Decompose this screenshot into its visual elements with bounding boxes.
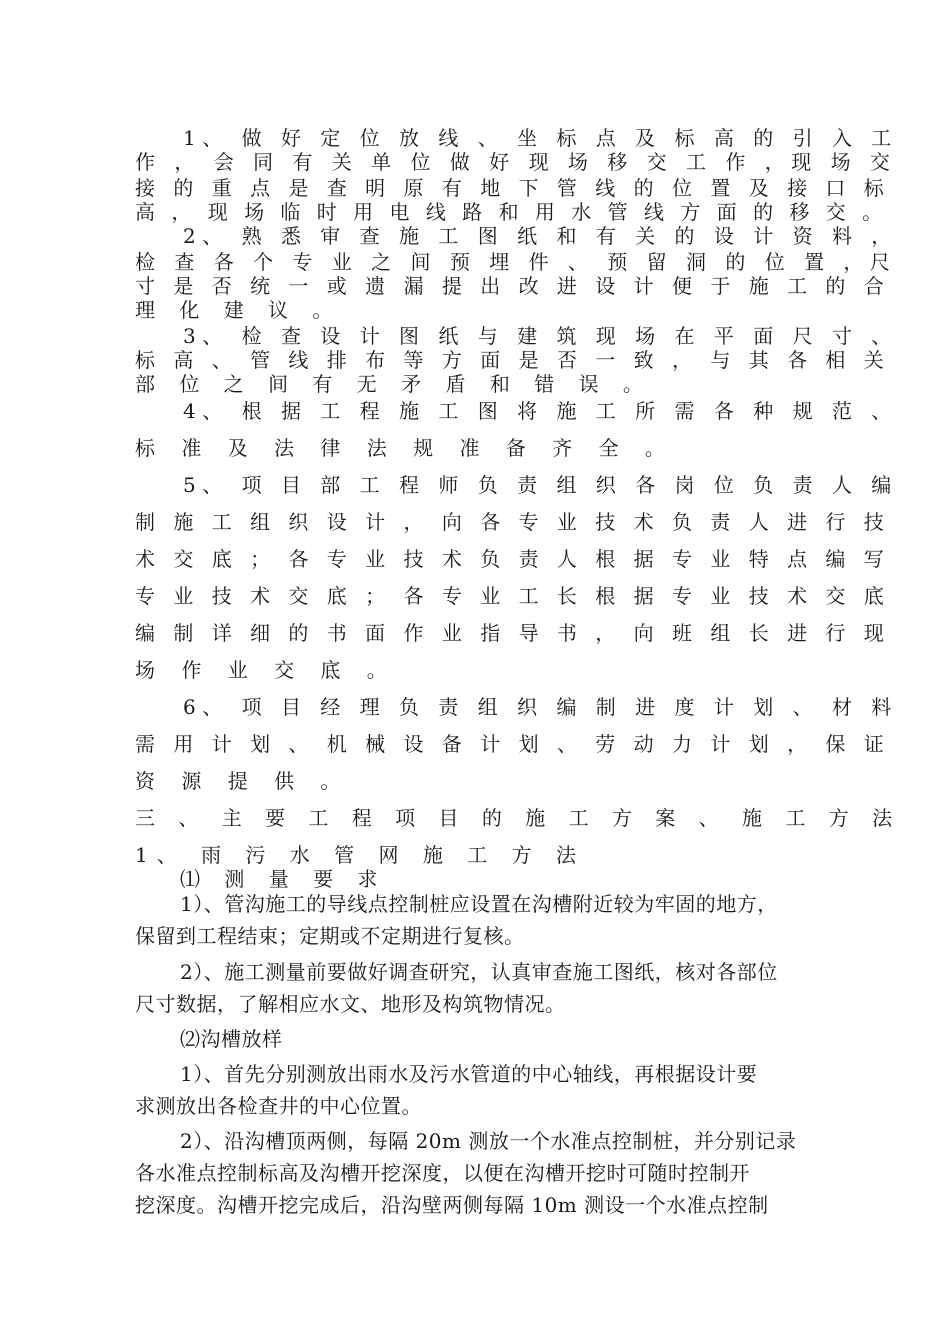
text-line: 检 查 各 个 专 业 之 间 预 埋 件 、 预 留 洞 的 位 置 ，尺 xyxy=(135,250,897,274)
text-line: 编 制 详 细 的 书 面 作 业 指 导 书 ， 向 班 组 长 进 行 现 xyxy=(135,621,890,645)
text-line: 2、 熟 悉 审 查 施 工 图 纸 和 有 关 的 设 计 资 料 ， xyxy=(183,224,898,248)
text-line: 部 位 之 间 有 无 矛 盾 和 错 误 。 xyxy=(135,372,652,396)
text-line: 6、 项 目 经 理 负 责 组 织 编 制 进 度 计 划 、 材 料 xyxy=(183,695,898,719)
subsection-heading: 1、 雨 污 水 管 网 施 工 方 法 xyxy=(135,843,585,867)
text-line: 标 准 及 法 律 法 规 准 备 齐 全 。 xyxy=(135,436,675,460)
text-line: 保留到工程结束；定期或不定期进行复核。 xyxy=(135,924,525,948)
text-line: 1、 做 好 定 位 放 线 、 坐 标 点 及 标 高 的 引 入 工 xyxy=(183,126,898,150)
text-line: 专 业 技 术 交 底 ； 各 专 业 工 长 根 据 专 业 技 术 交 底 xyxy=(135,584,890,608)
text-line: 挖深度。沟槽开挖完成后，沿沟壁两侧每隔 10m 测设一个水准点控制 xyxy=(135,1193,769,1217)
text-line: 制 施 工 组 织 设 计 ， 向 各 专 业 技 术 负 责 人 进 行 技 xyxy=(135,510,890,534)
text-line: 标 高 、 管 线 排 布 等 方 面 是 否 一 致 ， 与 其 各 相 关 xyxy=(135,348,890,372)
text-line: 寸 是 否 统 一 或 遗 漏 提 出 改 进 设 计 便 于 施 工 的 合 xyxy=(135,274,890,298)
text-line: 术 交 底 ； 各 专 业 技 术 负 责 人 根 据 专 业 特 点 编 写 xyxy=(135,547,890,571)
text-line: 资 源 提 供 。 xyxy=(135,769,351,793)
text-line: 高 ， 现 场 临 时 用 电 线 路 和 用 水 管 线 方 面 的 移 交 。 xyxy=(135,200,888,224)
text-line: 2）、施工测量前要做好调查研究，认真审查施工图纸，核对各部位 xyxy=(180,960,778,984)
text-line: 接 的 重 点 是 查 明 原 有 地 下 管 线 的 位 置 及 接 口 标 xyxy=(135,176,890,200)
text-line: 1）、首先分别测放出雨水及污水管道的中心轴线，再根据设计要 xyxy=(180,1062,758,1086)
text-line: 求测放出各检查井的中心位置。 xyxy=(135,1094,422,1118)
text-line: 1）、管沟施工的导线点控制桩应设置在沟槽附近较为牢固的地方， xyxy=(180,892,778,916)
section-heading: 三 、 主 要 工 程 项 目 的 施 工 方 案 、 施 工 方 法 xyxy=(135,806,901,830)
text-line: 作 ， 会 同 有 关 单 位 做 好 现 场 移 交 工 作 ，现 场 交 xyxy=(135,150,897,174)
text-line: 理 化 建 议 。 xyxy=(135,298,342,322)
subsection-heading: ⑴ 测 量 要 求 xyxy=(180,867,387,891)
text-line: 4、 根 据 工 程 施 工 图 将 施 工 所 需 各 种 规 范 、 xyxy=(183,399,898,423)
text-line: 3、 检 查 设 计 图 纸 与 建 筑 现 场 在 平 面 尺 寸 、 xyxy=(183,324,898,348)
subsection-heading: ⑵沟槽放样 xyxy=(180,1027,283,1051)
text-line: 场 作 业 交 底 。 xyxy=(135,658,397,682)
text-line: 2）、沿沟槽顶两侧，每隔 20m 测放一个水准点控制桩，并分别记录 xyxy=(180,1129,797,1153)
text-line: 各水准点控制标高及沟槽开挖深度，以便在沟槽开挖时可随时控制开 xyxy=(135,1161,750,1185)
text-line: 尺寸数据，了解相应水文、地形及构筑物情况。 xyxy=(135,992,566,1016)
text-line: 5、 项 目 部 工 程 师 负 责 组 织 各 岗 位 负 责 人 编 xyxy=(183,473,898,497)
text-line: 需 用 计 划 、 机 械 设 备 计 划 、 劳 动 力 计 划 ， 保 证 xyxy=(135,732,890,756)
